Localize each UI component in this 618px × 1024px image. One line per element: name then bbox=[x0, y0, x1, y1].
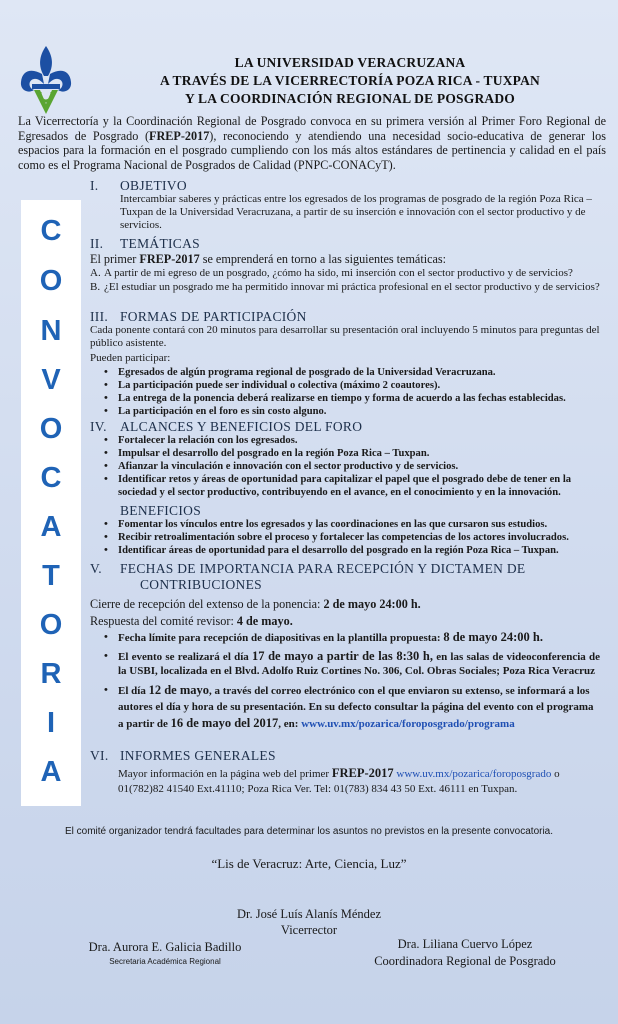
signature-role: Vicerrector bbox=[280, 923, 338, 937]
university-logo bbox=[18, 44, 74, 116]
vertical-letter: T bbox=[42, 560, 60, 592]
foro-link[interactable]: www.uv.mx/pozarica/foroposgrado bbox=[396, 768, 552, 780]
list-item: • Egresados de algún programa regional de posgrado de la Universidad Veracruzana. bbox=[100, 366, 600, 379]
section-participacion-title: III. FORMAS DE PARTICIPACIÓN bbox=[90, 309, 307, 324]
section-tematicas-title: II. TEMÁTICAS bbox=[90, 236, 200, 251]
vertical-letter: A bbox=[40, 511, 62, 543]
section-fechas-title: V. FECHAS DE IMPORTANCIA PARA RECEPCIÓN Y DICTAMEN DE CONTRIBUCIONES bbox=[90, 561, 526, 592]
participacion-list bbox=[100, 366, 600, 418]
list-item: • Afianzar la vinculación e innovación con el sector productivo y de servicios. bbox=[100, 460, 600, 473]
signature-name: Dra. Aurora E. Galicia Badillo bbox=[88, 940, 242, 954]
section-alcances-title: IV. ALCANCES Y BENEFICIOS DEL FORO bbox=[90, 419, 363, 434]
list-item: • Recibir retroalimentación sobre el proceso y fortalecer las competencias de los actores involucrados. bbox=[100, 531, 600, 544]
section-participacion-sub: Pueden participar: bbox=[90, 352, 171, 364]
beneficios-list bbox=[100, 518, 600, 557]
list-item: • La entrega de la ponencia deberá realizarse en tiempo y forma de acuerdo a las fechas establecidas. bbox=[100, 392, 600, 405]
section-informes-title: VI. INFORMES GENERALES bbox=[90, 748, 276, 763]
tematica-item: B. ¿El estudiar un posgrado me ha permitido innovar mi práctica profesional en el sector productivo y de servicios? bbox=[90, 281, 600, 293]
alcances-list bbox=[100, 434, 600, 499]
fecha-respuesta: Respuesta del comité revisor: 4 de mayo. bbox=[90, 614, 293, 628]
tematica-item: A. A partir de mi egreso de un posgrado, ¿cómo ha sido, mi inserción con el sector productivo y de servicios? bbox=[90, 267, 573, 279]
vertical-letter: O bbox=[39, 265, 63, 297]
list-item: • La participación puede ser individual o colectiva (máximo 2 coautores). bbox=[100, 379, 600, 392]
signature-name: Dra. Liliana Cuervo López bbox=[397, 937, 533, 951]
signature-name: Dr. José Luís Alanís Méndez bbox=[236, 907, 382, 921]
section-objetivo-title: I. OBJETIVO bbox=[90, 178, 187, 193]
list-item: • El día 12 de mayo, a través del correo electrónico con el que enviaron su extenso, se informará a los autores el día y hora de su presentación. En su defecto consultar la página del evento con el programa a partir de 16 de mayo del 2017, en: www.uv.mx/pozarica/foroposgrado/programa bbox=[100, 682, 600, 732]
list-item: • Fomentar los vínculos entre los egresados y las coordinaciones en las que cursaron sus estudios. bbox=[100, 518, 600, 531]
convocatoria-vertical-title bbox=[21, 200, 81, 806]
motto: “Lis de Veracruz: Arte, Ciencia, Luz” bbox=[211, 856, 407, 871]
vertical-letter: O bbox=[39, 609, 63, 641]
signature-role: Secretaria Académica Regional bbox=[109, 957, 221, 966]
programa-link[interactable]: www.uv.mx/pozarica/foroposgrado/programa bbox=[301, 718, 515, 730]
fechas-list bbox=[100, 630, 600, 732]
footer-note: El comité organizador tendrá facultades para determinar los asuntos no previstos en la presente convocatoria. bbox=[64, 826, 554, 837]
vertical-letter: I bbox=[46, 707, 56, 739]
list-item: • Fortalecer la relación con los egresados. bbox=[100, 434, 600, 447]
vertical-letter: V bbox=[41, 364, 61, 396]
section-objetivo-text: Intercambiar saberes y prácticas entre los egresados de los programas de posgrado de la región Poza Rica – Tuxpan de la Universidad Veracruzana, a partir de su inserción e innovación con el sector productivo y de servicios. bbox=[120, 193, 592, 231]
beneficios-title: BENEFICIOS bbox=[120, 503, 202, 518]
vertical-letter: O bbox=[39, 413, 63, 445]
list-item: • Identificar retos y áreas de oportunidad para capitalizar el papel que el posgrado debe de tener en la sociedad y el sector productivo, contribuyendo en el avance, en el conocimiento y en la innovación. bbox=[100, 473, 600, 499]
signature-role: Coordinadora Regional de Posgrado bbox=[374, 954, 556, 968]
list-item: • Impulsar el desarrollo del posgrado en la región Poza Rica – Tuxpan. bbox=[100, 447, 600, 460]
intro-paragraph: La Vicerrectoría y la Coordinación Regional de Posgrado convoca en su primera versión al Primer Foro Regional de Egresados de Posgrado (FREP-2017), reconociendo y atendiendo una necesidad socio-educativa de generar los espacios para la formación en el posgrado cumpliendo con los más altos estándares de pertinencia y calidad en el país como es el Programa Nacional de Posgrados de Calidad (PNPC-CONACyT). bbox=[18, 114, 607, 172]
header-line-2: A TRAVÉS DE LA VICERRECTORÍA POZA RICA - TUXPAN bbox=[160, 73, 540, 88]
vertical-letter: R bbox=[40, 658, 62, 690]
list-item: • La participación en el foro es sin costo alguno. bbox=[100, 405, 600, 418]
header-line-3: Y LA COORDINACIÓN REGIONAL DE POSGRADO bbox=[184, 91, 515, 106]
list-item: • El evento se realizará el día 17 de mayo a partir de las 8:30 h, en las salas de videoconferencia de la USBI, localizada en el Blvd. Adolfo Ruiz Cortines No. 306, Col. Obras Sociales; Poza Rica Veracruz bbox=[100, 649, 600, 678]
section-tematicas-lead: El primer FREP-2017 se emprenderá en torno a las siguientes temáticas: bbox=[90, 252, 447, 266]
fecha-cierre: Cierre de recepción del extenso de la ponencia: 2 de mayo 24:00 h. bbox=[90, 597, 421, 611]
section-participacion-text: Cada ponente contará con 20 minutos para desarrollar su presentación oral incluyendo 5 minutos para preguntas del público asistente. bbox=[90, 324, 600, 349]
vertical-letter: C bbox=[40, 215, 62, 247]
vertical-letter: C bbox=[40, 462, 62, 494]
header-line-1: LA UNIVERSIDAD VERACRUZANA bbox=[234, 55, 466, 70]
vertical-letter: N bbox=[40, 315, 62, 347]
list-item: • Fecha límite para recepción de diapositivas en la plantilla propuesta: 8 de mayo 24:00 h. bbox=[100, 630, 600, 645]
section-informes-text: Mayor información en la página web del primer FREP-2017 www.uv.mx/pozarica/foroposgrado o 01(782)82 41540 Ext.41110; Poza Rica Ver. Tel: 01(783) 834 43 50 Ext. 46111 en Tuxpan. bbox=[118, 766, 560, 795]
vertical-letter: A bbox=[40, 756, 62, 788]
list-item: • Identificar áreas de oportunidad para el desarrollo del posgrado en la región Poza Rica – Tuxpan. bbox=[100, 544, 600, 557]
